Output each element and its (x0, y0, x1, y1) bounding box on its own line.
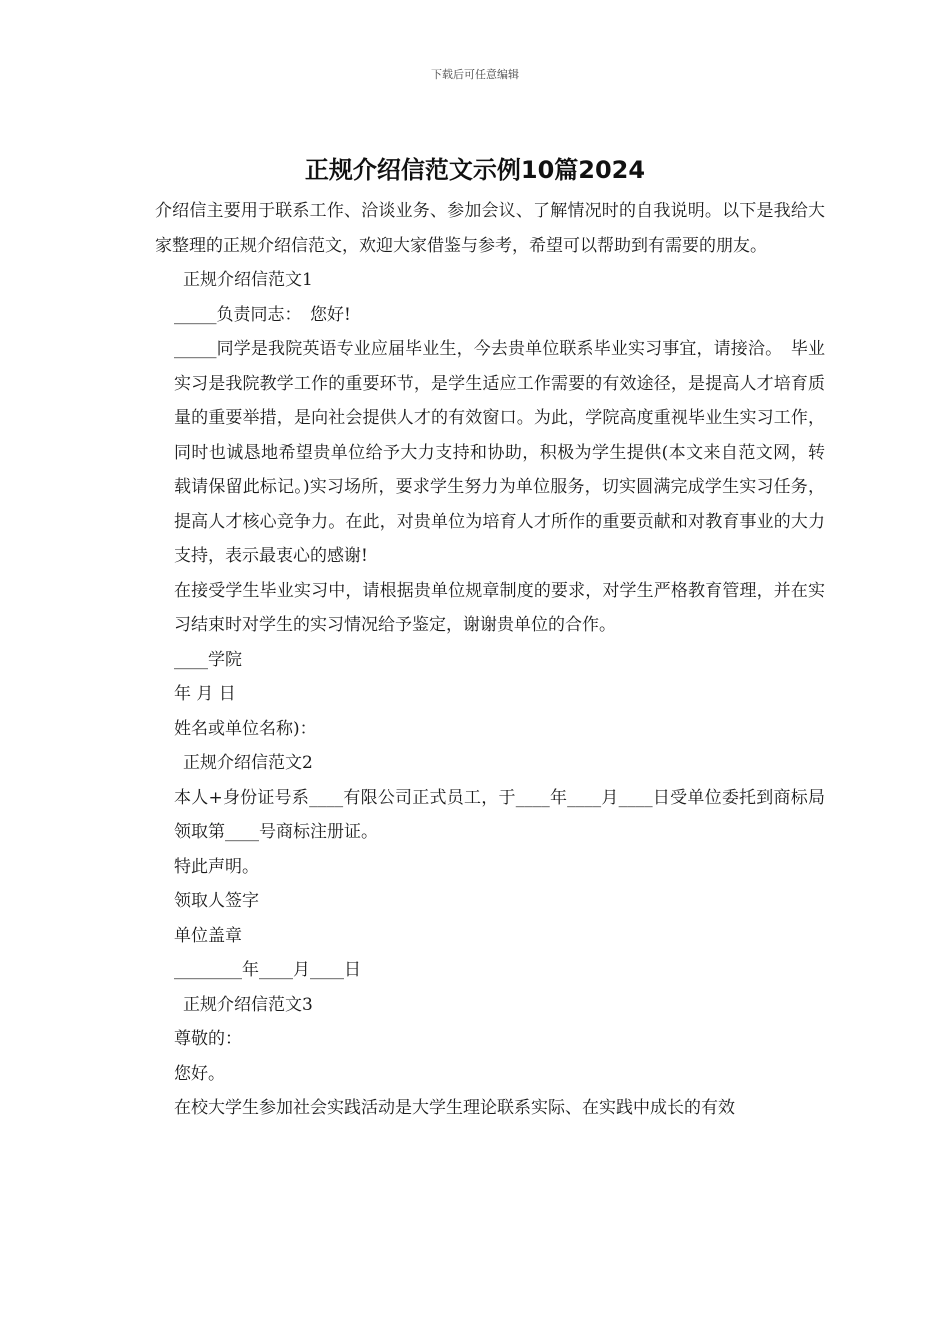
document-title: 正规介绍信范文示例10篇2024 (304, 156, 646, 184)
paragraph: 特此声明。 (174, 856, 259, 877)
paragraph: 单位盖章 (174, 925, 242, 946)
paragraph: 年 月 日 (174, 684, 236, 704)
paragraph: 在校大学生参加社会实践活动是大学生理论联系实际、在实践中成长的有效 (174, 1098, 735, 1118)
paragraph: _____同学是我院英语专业应届毕业生，今去贵单位联系毕业实习事宜，请接洽。 毕业实习是我院教学工作的重要环节，是学生适应工作需要的有效途径，是提高人才培育质量的重要举措，是向社会提供人才的有效窗口。为此，学院高度重视毕业生实习工作，同时也诚恳地希望贵单位给予大力支持和协助，积极为学生提供(本文来自范文网，转载请保留此标记。)实习场所，要求学生努力为单位服务，切实圆满完成学生实习任务，提高人才核心竞争力。在此，对贵单位为培育人才所作的重要贡献和对教育事业的大力支持，表示最衷心的感谢! (174, 339, 825, 566)
paragraph: ____学院 (174, 649, 242, 670)
paragraph: 正规介绍信范文3 (183, 994, 313, 1015)
paragraph: 尊敬的： (174, 1029, 242, 1049)
paragraph: 介绍信主要用于联系工作、洽谈业务、参加会议、了解情况时的自我说明。以下是我给大家整理的正规介绍信范文，欢迎大家借鉴与参考，希望可以帮助到有需要的朋友。 (155, 201, 825, 256)
paragraph: 您好。 (174, 1063, 225, 1084)
paragraph: ________年____月____日 (174, 960, 361, 980)
paragraph: 正规介绍信范文2 (183, 753, 313, 773)
paragraph: 在接受学生毕业实习中，请根据贵单位规章制度的要求，对学生严格教育管理，并在实习结束时对学生的实习情况给予鉴定，谢谢贵单位的合作。 (174, 580, 825, 635)
paragraph: 本人+身份证号系____有限公司正式员工，于____年____月____日受单位委托到商标局领取第____号商标注册证。 (174, 787, 825, 842)
document-body (145, 194, 825, 1126)
page-header: 下载后可任意编辑 (431, 68, 519, 81)
paragraph: 正规介绍信范文1 (183, 270, 313, 290)
paragraph: _____负责同志： 您好! (174, 304, 351, 325)
paragraph: 领取人签字 (174, 891, 259, 911)
paragraph: 姓名或单位名称)： (174, 718, 317, 739)
